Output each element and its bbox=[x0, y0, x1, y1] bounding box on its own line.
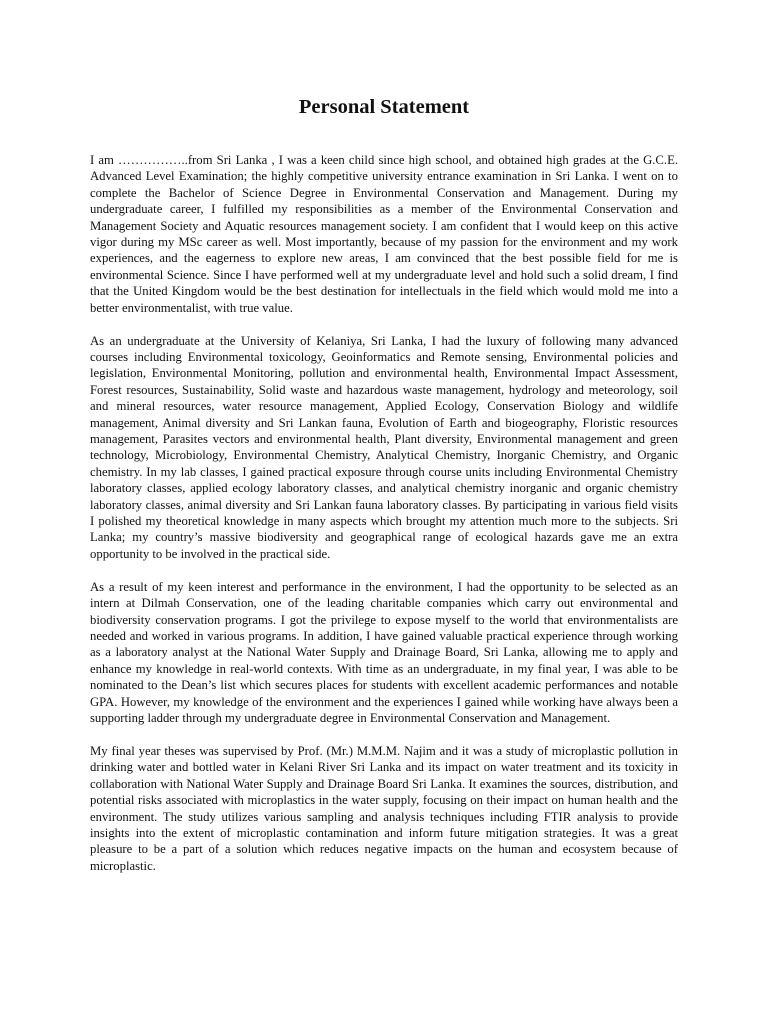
paragraph-coursework: As an undergraduate at the University of Kelaniya, Sri Lanka, I had the luxury of following many advanced courses including Environmental toxicology, Geoinformatics and Remote sensing, Environmental policies and legislation, Environmental Monitoring, pollution and environmental health, Environmental Impact Assessment, Forest resources, Sustainability, Solid waste and hazardous waste management, hydrology and meteorology, soil and mineral resources, water resource management, Applied Ecology, Conservation Biology and wildlife management, Animal diversity and Sri Lankan fauna, Evolution of Earth and biogeography, Floristic resources management, Parasites vectors and environmental health, Plant diversity, Environmental management and green technology, Microbiology, Environmental Chemistry, Analytical Chemistry, Inorganic Chemistry, and Organic chemistry. In my lab classes, I gained practical exposure through course units including Environmental Chemistry laboratory classes, applied ecology laboratory classes, and analytical chemistry inorganic and organic chemistry laboratory classes, animal diversity and Sri Lankan fauna laboratory classes. By participating in various field visits I polished my theoretical knowledge in many aspects which brought my attention much more to the subjects. Sri Lanka; my country’s massive biodiversity and geographical range of ecological hazards gave me an extra opportunity to be involved in the practical side. bbox=[90, 333, 678, 561]
paragraph-introduction: I am ……………..from Sri Lanka , I was a keen child since high school, and obtained high grades at the G.C.E. Advanced Level Examination; the highly competitive university entrance examination in Sri Lanka. I went on to complete the Bachelor of Science Degree in Environmental Conservation and Management. During my undergraduate career, I fulfilled my responsibilities as a member of the Environmental Conservation and Management Society and Aquatic resources management society. I am confident that I would keep on this active vigor during my MSc career as well. Most importantly, because of my passion for the environment and my work experiences, and the eagerness to explore new areas, I am convinced that the best possible field for me is environmental Science. Since I have performed well at my undergraduate level and hold such a solid dream, I find that the United Kingdom would be the best destination for intellectuals in the field which would mold me into a better environmentalist, with true value. bbox=[90, 153, 678, 315]
paragraph-thesis: My final year theses was supervised by Prof. (Mr.) M.M.M. Najim and it was a study of microplastic pollution in drinking water and bottled water in Kelani River Sri Lanka and its impact on water treatment and its toxicity in collaboration with National Water Supply and Drainage Board Sri Lanka. It examines the sources, distribution, and potential risks associated with microplastics in the water supply, focusing on their impact on human health and the environment. The study utilizes various sampling and analysis techniques including FTIR analysis to provide insights into the extent of microplastic contamination and inform future mitigation strategies. It was a great pleasure to be a part of a solution which reduces negative impacts on the human and ecosystem because of microplastic. bbox=[90, 743, 678, 873]
document-body bbox=[90, 152, 678, 891]
page-title: Personal Statement bbox=[298, 96, 470, 118]
paragraph-experience: As a result of my keen interest and performance in the environment, I had the opportunity to be selected as an intern at Dilmah Conservation, one of the leading charitable companies which carry out environmental and biodiversity conservation programs. I got the privilege to expose myself to the world that environmentalists are needed and worked in various programs. In addition, I have gained valuable practical experience through working as a laboratory analyst at the National Water Supply and Drainage Board, Sri Lanka, allowing me to apply and enhance my knowledge in real-world contexts. With time as an undergraduate, in my final year, I was able to be nominated to the Dean’s list which secures places for students with excellent academic performances and notable GPA. However, my knowledge of the environment and the experiences I gained while working have always been a supporting ladder through my undergraduate degree in Environmental Conservation and Management. bbox=[90, 579, 678, 725]
